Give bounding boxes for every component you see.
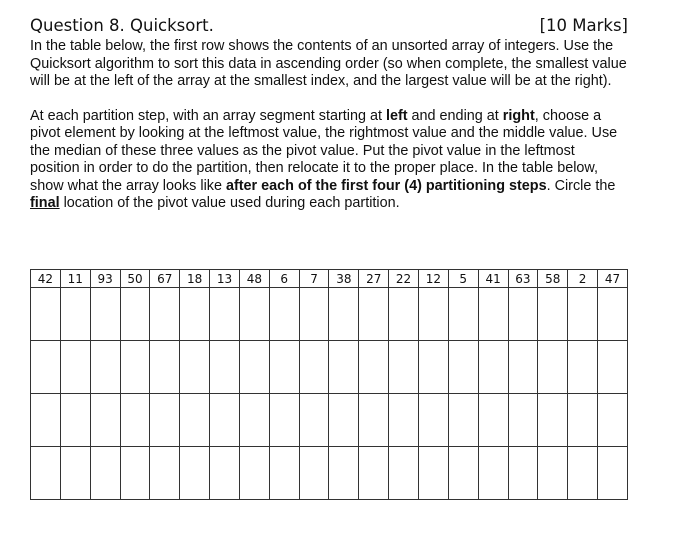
answer-cell[interactable]	[329, 288, 359, 341]
quicksort-table	[30, 269, 628, 500]
para2-text-1: At each partition step, with an array segment starting at	[30, 107, 386, 124]
array-cell: 2	[568, 270, 598, 288]
answer-cell[interactable]	[60, 288, 90, 341]
answer-cell[interactable]	[508, 394, 538, 447]
array-cell: 11	[60, 270, 90, 288]
answer-cell[interactable]	[120, 288, 150, 341]
answer-cell[interactable]	[90, 288, 120, 341]
array-cell: 48	[239, 270, 269, 288]
answer-cell[interactable]	[239, 341, 269, 394]
answer-cell[interactable]	[180, 341, 210, 394]
para2-text-4: . Circle the	[546, 177, 616, 194]
array-row-initial	[31, 270, 628, 288]
answer-cell[interactable]	[598, 341, 628, 394]
answer-cell[interactable]	[269, 341, 299, 394]
answer-cell[interactable]	[598, 394, 628, 447]
partition-step-row	[31, 394, 628, 447]
answer-cell[interactable]	[359, 288, 389, 341]
answer-cell[interactable]	[120, 394, 150, 447]
question-title: Question 8. Quicksort.	[30, 16, 214, 35]
question-header	[30, 16, 628, 36]
answer-cell[interactable]	[598, 288, 628, 341]
answer-cell[interactable]	[150, 447, 180, 500]
answer-cell[interactable]	[150, 394, 180, 447]
answer-cell[interactable]	[418, 447, 448, 500]
question-marks: [10 Marks]	[539, 16, 628, 35]
answer-cell[interactable]	[568, 447, 598, 500]
answer-cell[interactable]	[210, 288, 240, 341]
answer-cell[interactable]	[299, 447, 329, 500]
answer-cell[interactable]	[448, 288, 478, 341]
answer-cell[interactable]	[150, 341, 180, 394]
answer-cell[interactable]	[538, 288, 568, 341]
answer-cell[interactable]	[568, 288, 598, 341]
answer-cell[interactable]	[478, 341, 508, 394]
answer-cell[interactable]	[508, 288, 538, 341]
answer-cell[interactable]	[389, 341, 419, 394]
answer-cell[interactable]	[120, 341, 150, 394]
array-cell: 67	[150, 270, 180, 288]
answer-cell[interactable]	[120, 447, 150, 500]
array-cell: 42	[31, 270, 61, 288]
answer-cell[interactable]	[210, 394, 240, 447]
answer-cell[interactable]	[269, 288, 299, 341]
para2-underlined-final: final	[30, 195, 60, 211]
answer-cell[interactable]	[418, 341, 448, 394]
array-cell: 38	[329, 270, 359, 288]
answer-cell[interactable]	[60, 447, 90, 500]
answer-cell[interactable]	[478, 447, 508, 500]
partition-step-row	[31, 447, 628, 500]
answer-cell[interactable]	[31, 447, 61, 500]
answer-cell[interactable]	[239, 394, 269, 447]
answer-cell[interactable]	[598, 447, 628, 500]
answer-cell[interactable]	[239, 288, 269, 341]
question-block	[30, 16, 628, 213]
answer-cell[interactable]	[210, 447, 240, 500]
answer-cell[interactable]	[389, 394, 419, 447]
partition-step-row	[31, 288, 628, 341]
answer-cell[interactable]	[180, 394, 210, 447]
partition-step-row	[31, 341, 628, 394]
answer-cell[interactable]	[448, 341, 478, 394]
answer-cell[interactable]	[448, 394, 478, 447]
array-cell: 5	[448, 270, 478, 288]
array-cell: 22	[389, 270, 419, 288]
answer-cell[interactable]	[180, 288, 210, 341]
para2-text-5: location of the pivot value used during each partition.	[59, 195, 400, 211]
array-cell: 7	[299, 270, 329, 288]
answer-cell[interactable]	[418, 288, 448, 341]
answer-cell[interactable]	[60, 341, 90, 394]
array-cell: 93	[90, 270, 120, 288]
instructions-paragraph-1: In the table below, the first row shows the contents of an unsorted array of integers. Use the Quicksort algorithm to sort this data in ascending order (so when complete, the smallest value will be at the left of the array at the smallest index, and the largest value will be at the right).	[30, 38, 627, 89]
answer-cell[interactable]	[478, 394, 508, 447]
answer-cell[interactable]	[359, 447, 389, 500]
array-cell: 6	[269, 270, 299, 288]
answer-cell[interactable]	[90, 394, 120, 447]
answer-cell[interactable]	[60, 394, 90, 447]
array-cell: 13	[210, 270, 240, 288]
para2-text-2: and ending at	[407, 107, 503, 124]
answer-cell[interactable]	[448, 447, 478, 500]
para2-bold-right: right	[502, 107, 535, 124]
answer-cell[interactable]	[538, 447, 568, 500]
answer-cell[interactable]	[299, 288, 329, 341]
answer-cell[interactable]	[269, 394, 299, 447]
answer-cell[interactable]	[329, 447, 359, 500]
para2-bold-left: left	[385, 107, 408, 124]
answer-cell[interactable]	[389, 288, 419, 341]
answer-cell[interactable]	[31, 341, 61, 394]
answer-cell[interactable]	[90, 341, 120, 394]
answer-cell[interactable]	[389, 447, 419, 500]
answer-cell[interactable]	[508, 447, 538, 500]
answer-cell[interactable]	[508, 341, 538, 394]
answer-cell[interactable]	[150, 288, 180, 341]
array-cell: 58	[538, 270, 568, 288]
answer-cell[interactable]	[180, 447, 210, 500]
array-cell: 18	[180, 270, 210, 288]
answer-cell[interactable]	[299, 394, 329, 447]
answer-cell[interactable]	[478, 288, 508, 341]
array-cell: 12	[418, 270, 448, 288]
para2-text-3: , choose a pivot element by looking at the leftmost value, the rightmost value and the middle value. Use the median of these three values as the pivot value. Put the pivot value in the leftmost position in order to do the partition, then relocate it to the proper place. In the table below, show what the array looks like	[30, 107, 618, 194]
answer-cell[interactable]	[31, 288, 61, 341]
answer-cell[interactable]	[359, 341, 389, 394]
array-cell: 63	[508, 270, 538, 288]
answer-cell[interactable]	[239, 447, 269, 500]
para2-bold-steps: after each of the first four (4) partitioning steps	[225, 177, 547, 194]
answer-cell[interactable]	[538, 394, 568, 447]
answer-cell[interactable]	[299, 341, 329, 394]
answer-cell[interactable]	[329, 394, 359, 447]
answer-cell[interactable]	[568, 341, 598, 394]
instructions-paragraph-2	[30, 108, 628, 213]
answer-cell[interactable]	[418, 394, 448, 447]
answer-cell[interactable]	[538, 341, 568, 394]
answer-cell[interactable]	[329, 341, 359, 394]
array-cell: 27	[359, 270, 389, 288]
answer-cell[interactable]	[31, 394, 61, 447]
answer-cell[interactable]	[90, 447, 120, 500]
array-cell: 47	[598, 270, 628, 288]
answer-cell[interactable]	[269, 447, 299, 500]
array-cell: 50	[120, 270, 150, 288]
answer-cell[interactable]	[359, 394, 389, 447]
answer-cell[interactable]	[210, 341, 240, 394]
answer-cell[interactable]	[568, 394, 598, 447]
array-cell: 41	[478, 270, 508, 288]
